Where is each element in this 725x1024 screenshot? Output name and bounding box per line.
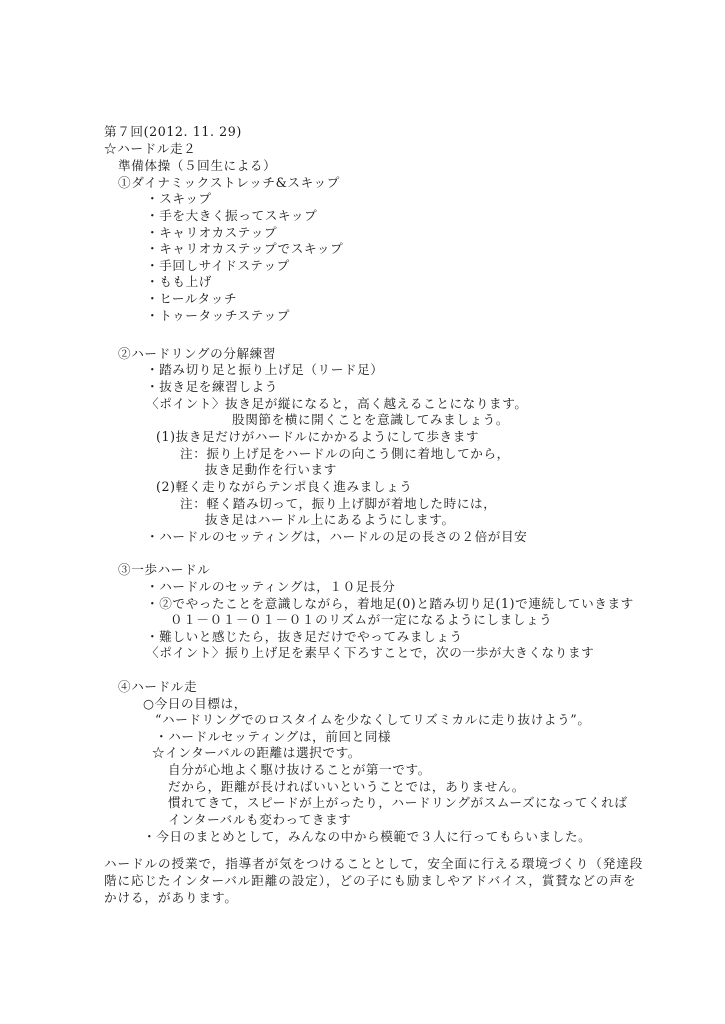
topic-title: ☆ハードル走２ — [104, 141, 197, 156]
section4-line: ☆インターバルの距離は選択です。 — [152, 745, 361, 760]
section2-step: (2)軽く走りながらテンポ良く進みましょう — [156, 479, 413, 494]
section2-line: 抜き足動作を行います — [205, 462, 337, 477]
section2-line: 股関節を横に開くことを意識してみましょう。 — [232, 412, 510, 427]
section4-goal: “ハードリングでのロスタイムを少なくしてリズミカルに走り抜けよう”。 — [155, 712, 591, 727]
section3-line: ・ハードルのセッティングは，１０足長分 — [146, 579, 396, 594]
section4-line: 慣れてきて，スピードが上がったり，ハードリングがスムーズになってくれば — [168, 795, 628, 810]
section2-line: ・抜き足を練習しよう — [146, 379, 278, 394]
section4-line: だから，距離が長ければいいということでは，ありません。 — [168, 779, 525, 794]
section2-line: ・踏み切り足と振り上げ足（リード足） — [146, 362, 384, 377]
warmup-title: 準備体操（５回生による） — [118, 158, 277, 173]
section3-point: 〈ポイント〉振り上げ足を素早く下ろすことで，次の一歩が大きくなります — [146, 645, 595, 660]
conclusion-line: かける，があります。 — [104, 890, 238, 905]
warmup-item: ・キャリオカステップでスキップ — [146, 241, 344, 256]
section4-line: ・ハードルセッティングは，前回と同様 — [155, 729, 392, 744]
section3-line: ０１－０１－０１－０１のリズムが一定になるようにしましょう — [170, 612, 553, 627]
section2-note: 注：振り上げ足をハードルの向こう側に着地してから， — [180, 446, 510, 461]
section4-line: ○今日の目標は， — [143, 696, 247, 711]
warmup-item: ・手回しサイドステップ — [146, 258, 290, 273]
warmup-item: ・トゥータッチステップ — [146, 308, 291, 323]
section2-point: 〈ポイント〉抜き足が縦になると，高く越えることになります。 — [146, 396, 528, 411]
section3-line: ・②でやったことを意識しながら，着地足(0)と踏み切り足(1)で連続していきます — [146, 596, 634, 611]
section4-line: ・今日のまとめとして，みんなの中から模範で３人に行ってもらいました。 — [143, 829, 592, 844]
conclusion-line: ハードルの授業で，指導者が気をつけることとして，安全面に行える環境づくり（発達段 — [104, 856, 644, 871]
section4-line: インターバルも変わってきます — [168, 812, 352, 827]
section3-line: ・難しいと感じたら，抜き足だけでやってみましょう — [146, 629, 463, 644]
warmup-item: ・もも上げ — [146, 274, 212, 289]
section4-heading: ④ハードル走 — [118, 679, 198, 694]
session-title: 第７回(2012. 11. 29) — [104, 124, 242, 139]
conclusion-line: 階に応じたインターバル距離の設定），どの子にも励ましやアドバイス，賞賛などの声を — [104, 873, 637, 888]
warmup-item: ・手を大きく振ってスキップ — [146, 208, 318, 223]
section3-heading: ③一歩ハードル — [118, 562, 211, 577]
section2-heading: ②ハードリングの分解練習 — [118, 346, 277, 361]
warmup-item: ・キャリオカステップ — [146, 225, 278, 240]
section2-note: 注：軽く踏み切って，振り上げ脚が着地した時には， — [180, 496, 497, 511]
warmup-item: ・スキップ — [146, 191, 212, 206]
section2-line: 抜き足はハードル上にあるようにします。 — [205, 512, 455, 527]
section1-heading: ①ダイナミックストレッチ&スキップ — [118, 175, 340, 190]
section2-line: ・ハードルのセッティングは，ハードルの足の長さの２倍が目安 — [146, 529, 528, 544]
section4-line: 自分が心地よく駆け抜けることが第一です。 — [168, 762, 431, 777]
section2-step: (1)抜き足だけがハードルにかかるようにして歩きます — [156, 429, 480, 444]
warmup-item: ・ヒールタッチ — [146, 291, 238, 306]
conclusion-paragraph — [104, 855, 644, 906]
